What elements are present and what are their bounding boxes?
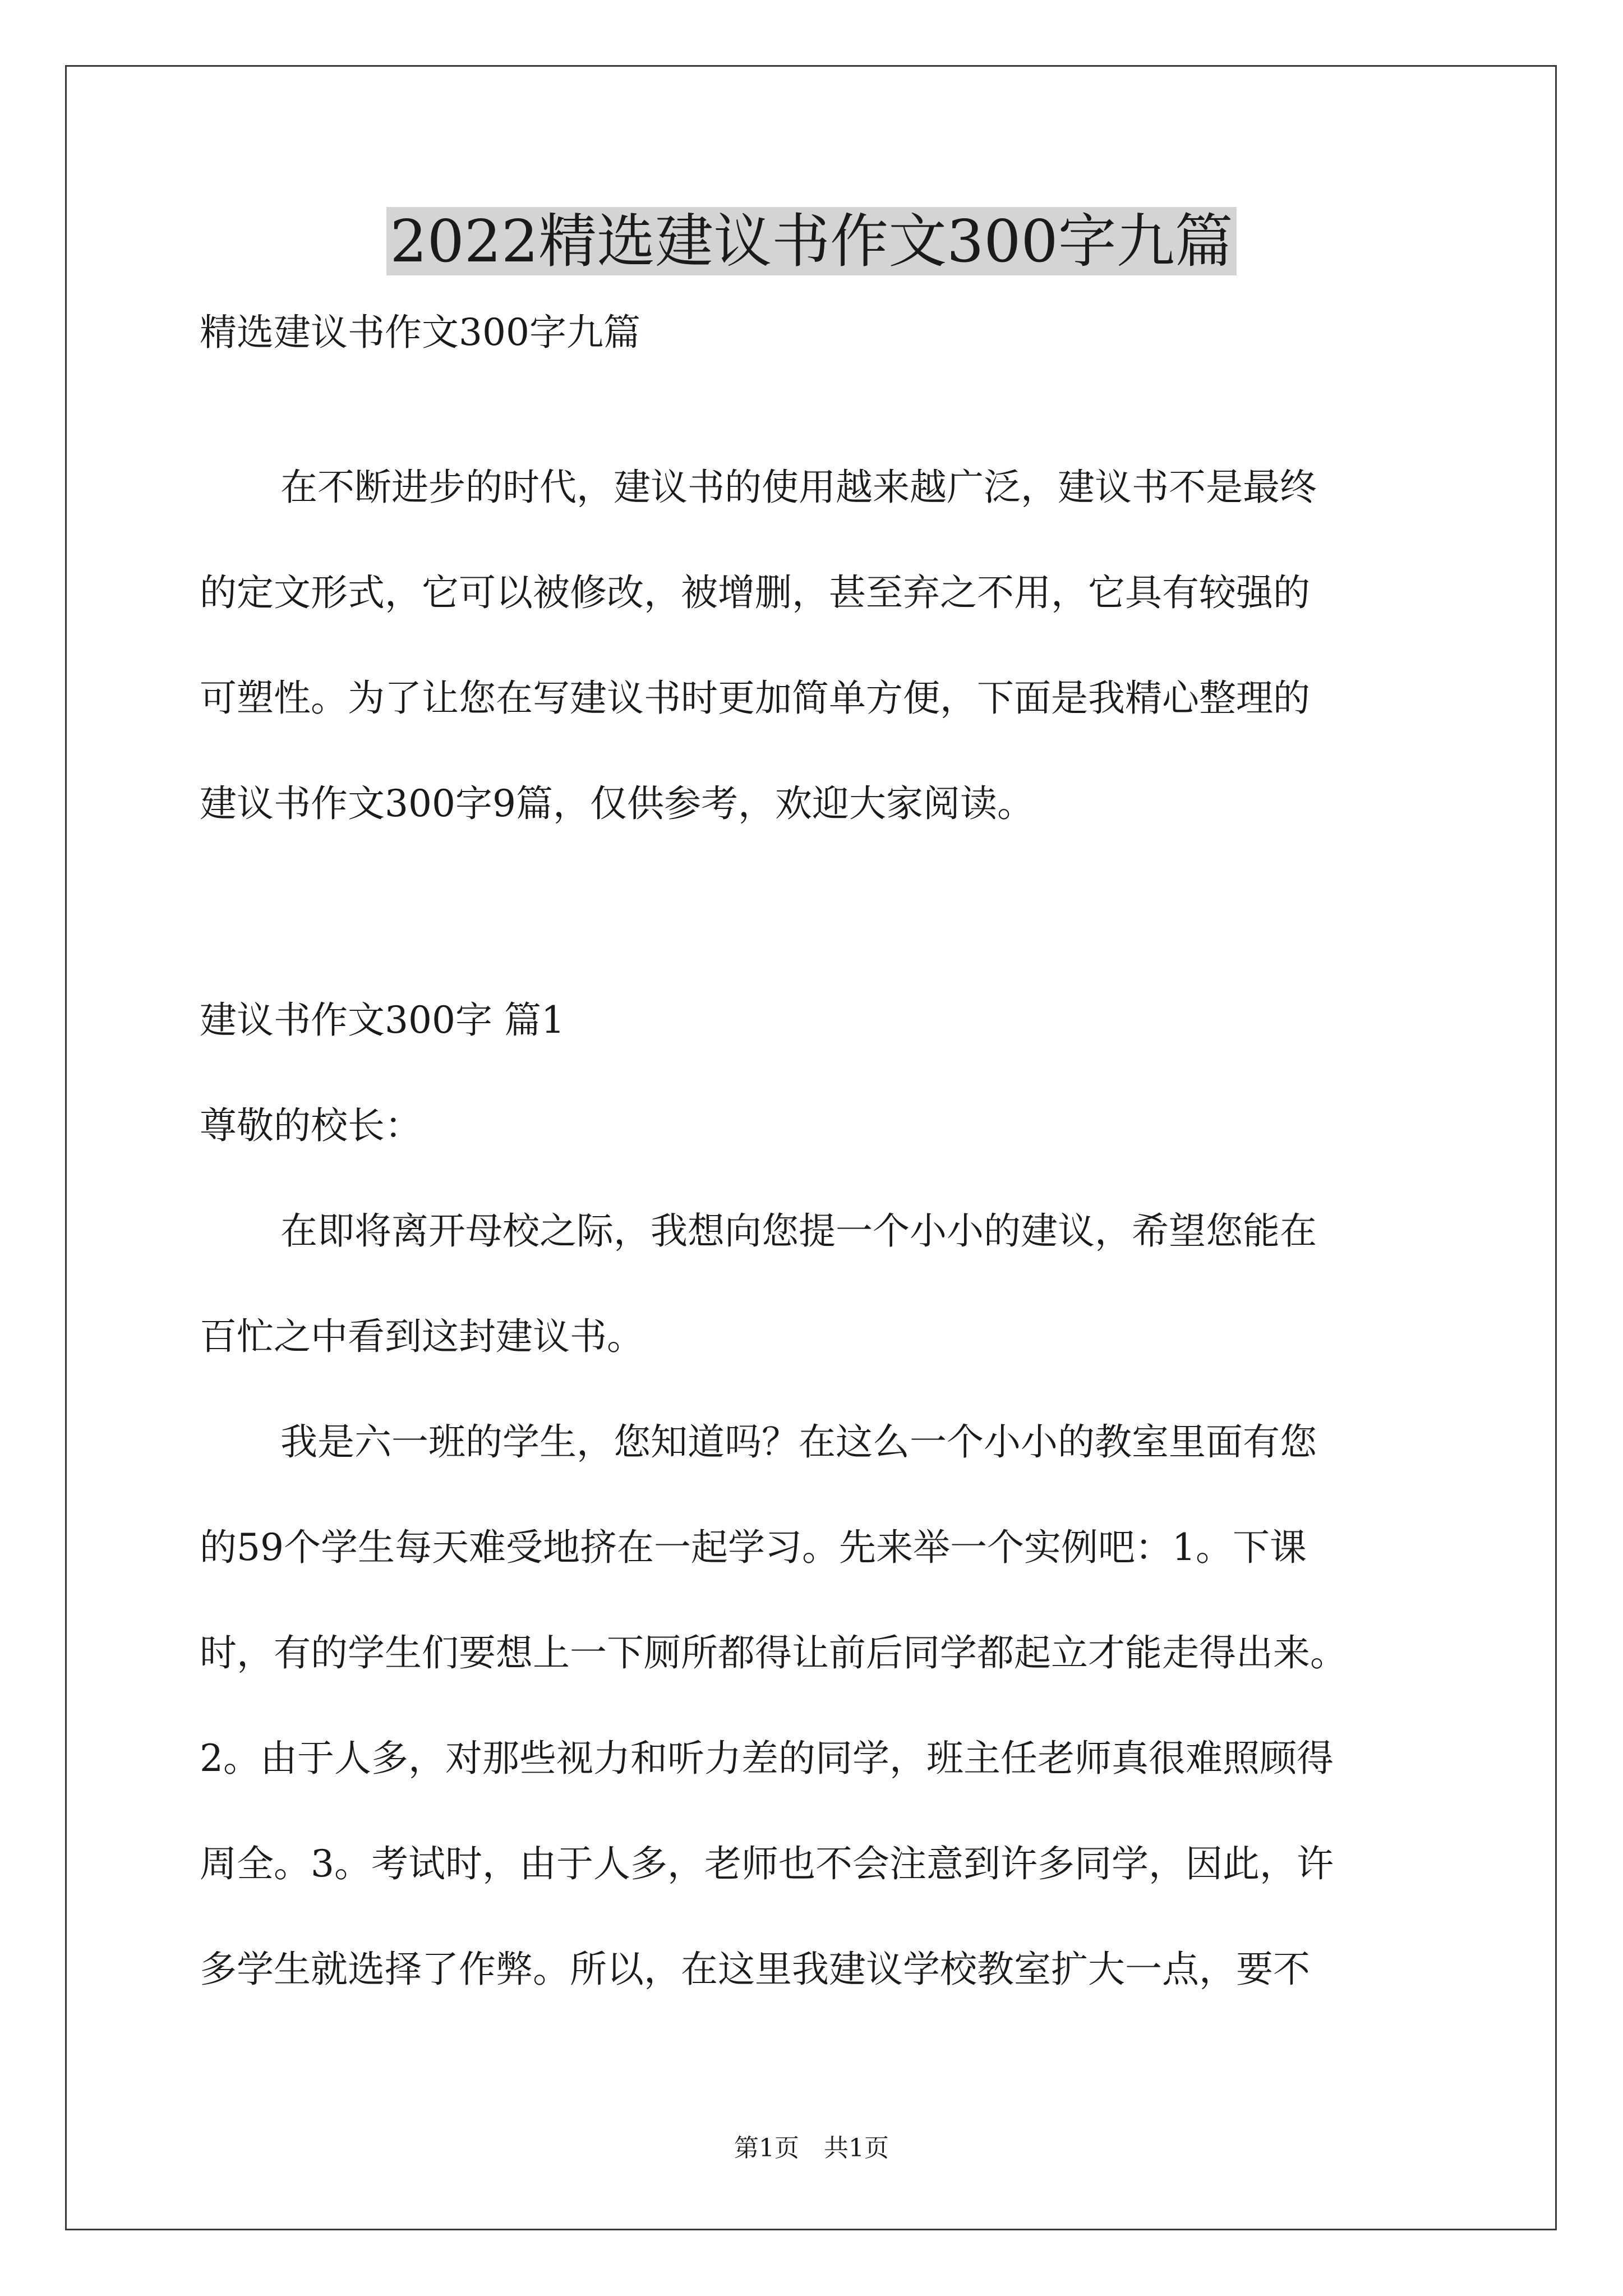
paragraph-line: 百忙之中看到这封建议书。 <box>200 1315 644 1358</box>
subtitle-line: 精选建议书作文300字九篇 <box>200 311 640 354</box>
paragraph-line: 在即将离开母校之际，我想向您提一个小小的建议，希望您能在 <box>280 1209 1317 1253</box>
salutation: 尊敬的校长： <box>200 1104 422 1147</box>
paragraph-line: 可塑性。为了让您在写建议书时更加简单方便，下面是我精心整理的 <box>200 677 1310 720</box>
paragraph-line: 的59个学生每天难受地挤在一起学习。先来举一个实例吧：1。下课 <box>200 1526 1307 1569</box>
paragraph-line: 建议书作文300字9篇，仅供参考，欢迎大家阅读。 <box>200 782 1034 825</box>
paragraph-line: 在不断进步的时代，建议书的使用越来越广泛，建议书不是最终 <box>280 466 1317 509</box>
paragraph-line: 周全。3。考试时，由于人多，老师也不会注意到许多同学，因此，许 <box>200 1842 1334 1885</box>
title-text: 2022精选建议书作文300字九篇 <box>386 207 1236 275</box>
paragraph-line: 时，有的学生们要想上一下厕所都得让前后同学都起立才能走得出来。 <box>200 1631 1347 1674</box>
paragraph-line: 的定文形式，它可以被修改，被增删，甚至弃之不用，它具有较强的 <box>200 571 1310 614</box>
document-title <box>0 202 1623 280</box>
section-heading: 建议书作文300字 篇1 <box>200 999 565 1042</box>
paragraph-line: 2。由于人多，对那些视力和听力差的同学，班主任老师真很难照顾得 <box>200 1737 1334 1780</box>
paragraph-line: 我是六一班的学生，您知道吗？在这么一个小小的教室里面有您 <box>280 1420 1317 1464</box>
page-footer: 第1页 共1页 <box>734 2134 889 2162</box>
paragraph-line: 多学生就选择了作弊。所以，在这里我建议学校教室扩大一点，要不 <box>200 1948 1310 1991</box>
